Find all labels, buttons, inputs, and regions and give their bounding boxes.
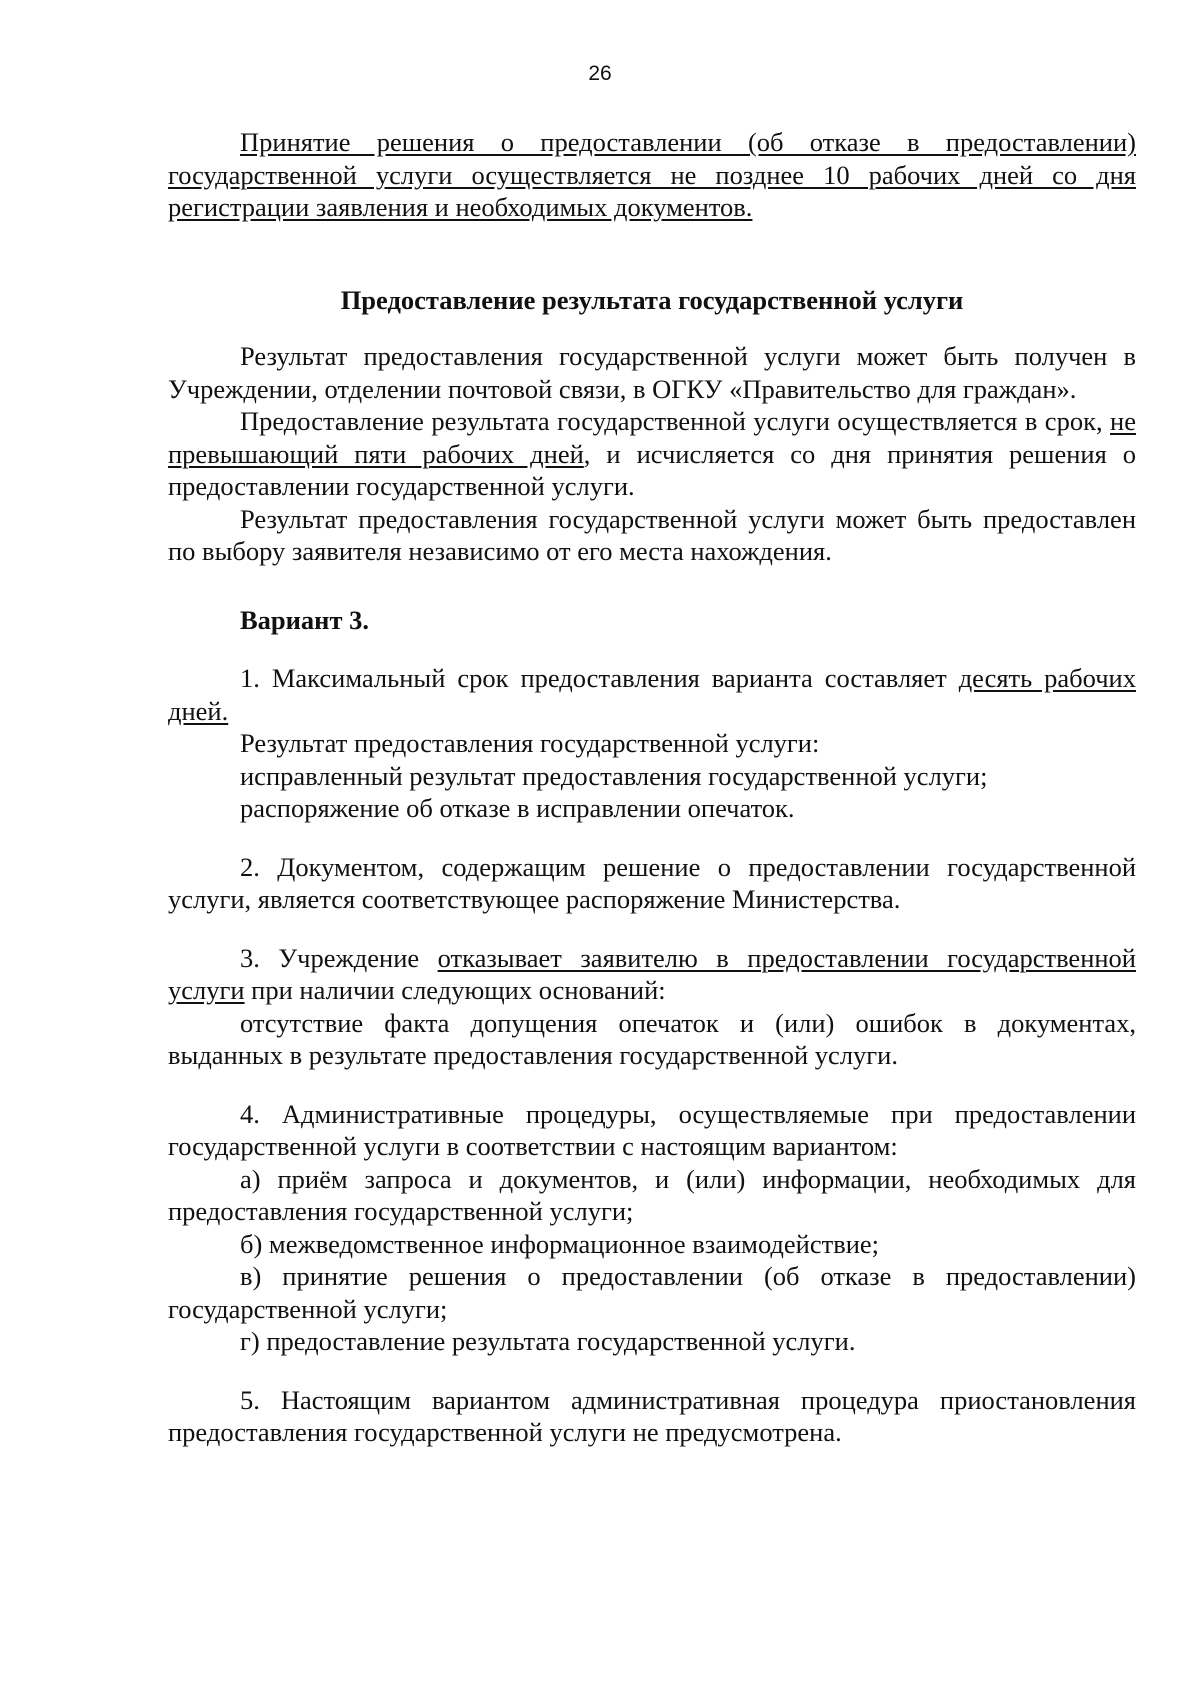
item3-start: 3. Учреждение — [240, 942, 438, 973]
item1-result-a: исправленный результат предоставления государственной услуги; — [240, 760, 988, 791]
variant-title: Вариант 3. — [240, 604, 369, 635]
result-term-start: Предоставление результата государственной услуги осуществляется в срок, — [240, 406, 1111, 436]
variant-item-4: 4. Административные процедуры, осуществляемые при предоставлении государственной услуги в соответствии с настоящим вариантом: — [168, 1098, 1136, 1161]
result-location-paragraph: Результат предоставления государственной услуги может быть получен в Учреждении, отделении почтовой связи, в ОГКУ «Правительство для граждан». — [168, 341, 1136, 404]
variant-item-3 — [168, 942, 1136, 1007]
intro-paragraph — [168, 126, 1136, 224]
item4-a: а) приём запроса и документов, и (или) информации, необходимых для предоставления государственной услуги; — [168, 1163, 1136, 1226]
item3-end: при наличии следующих оснований: — [244, 975, 666, 1005]
item1-result-label: Результат предоставления государственной услуги: — [240, 728, 820, 758]
item4-b: б) межведомственное информационное взаимодействие; — [240, 1228, 880, 1259]
item1-start: 1. Максимальный срок предоставления варианта составляет — [240, 663, 959, 693]
result-term-underlined: не превышающий пяти рабочих дней — [168, 406, 1136, 469]
result-term-end: , и исчисляется со дня принятия решения о предоставлении государственной услуги. — [168, 438, 1136, 501]
item3-underlined: отказывает заявителю в предоставлении государственной услуги — [168, 942, 1136, 1005]
variant-item-5: 5. Настоящим вариантом административная процедура приостановления предоставления государственной услуги не предусмотрена. — [168, 1384, 1136, 1447]
page-number: 26 — [588, 62, 612, 85]
result-choice-paragraph: Результат предоставления государственной услуги может быть предоставлен по выбору заявителя независимо от его места нахождения. — [168, 503, 1136, 566]
page-content — [168, 126, 1136, 1449]
result-term-paragraph — [168, 405, 1136, 503]
variant-item-2: 2. Документом, содержащим решение о предоставлении государственной услуги, является соответствующее распоряжение Министерства. — [168, 851, 1136, 914]
intro-underlined-text: Принятие решения о предоставлении (об отказе в предоставлении) государственной услуги осуществляется не позднее 10 рабочих дней со дня регистрации заявления и необходимых документов. — [168, 127, 1136, 222]
item1-underlined: десять рабочих дней. — [168, 663, 1136, 726]
item3-ground: отсутствие факта допущения опечаток и (или) ошибок в документах, выданных в результате предоставления государственной услуги. — [168, 1007, 1136, 1070]
section-heading: Предоставление результата государственной услуги — [340, 284, 964, 315]
item4-c: в) принятие решения о предоставлении (об отказе в предоставлении) государственной услуги; — [168, 1261, 1136, 1324]
variant-item-1 — [168, 662, 1136, 727]
item4-d: г) предоставление результата государственной услуги. — [240, 1326, 856, 1356]
item1-result-b: распоряжение об отказе в исправлении опечаток. — [240, 793, 795, 823]
